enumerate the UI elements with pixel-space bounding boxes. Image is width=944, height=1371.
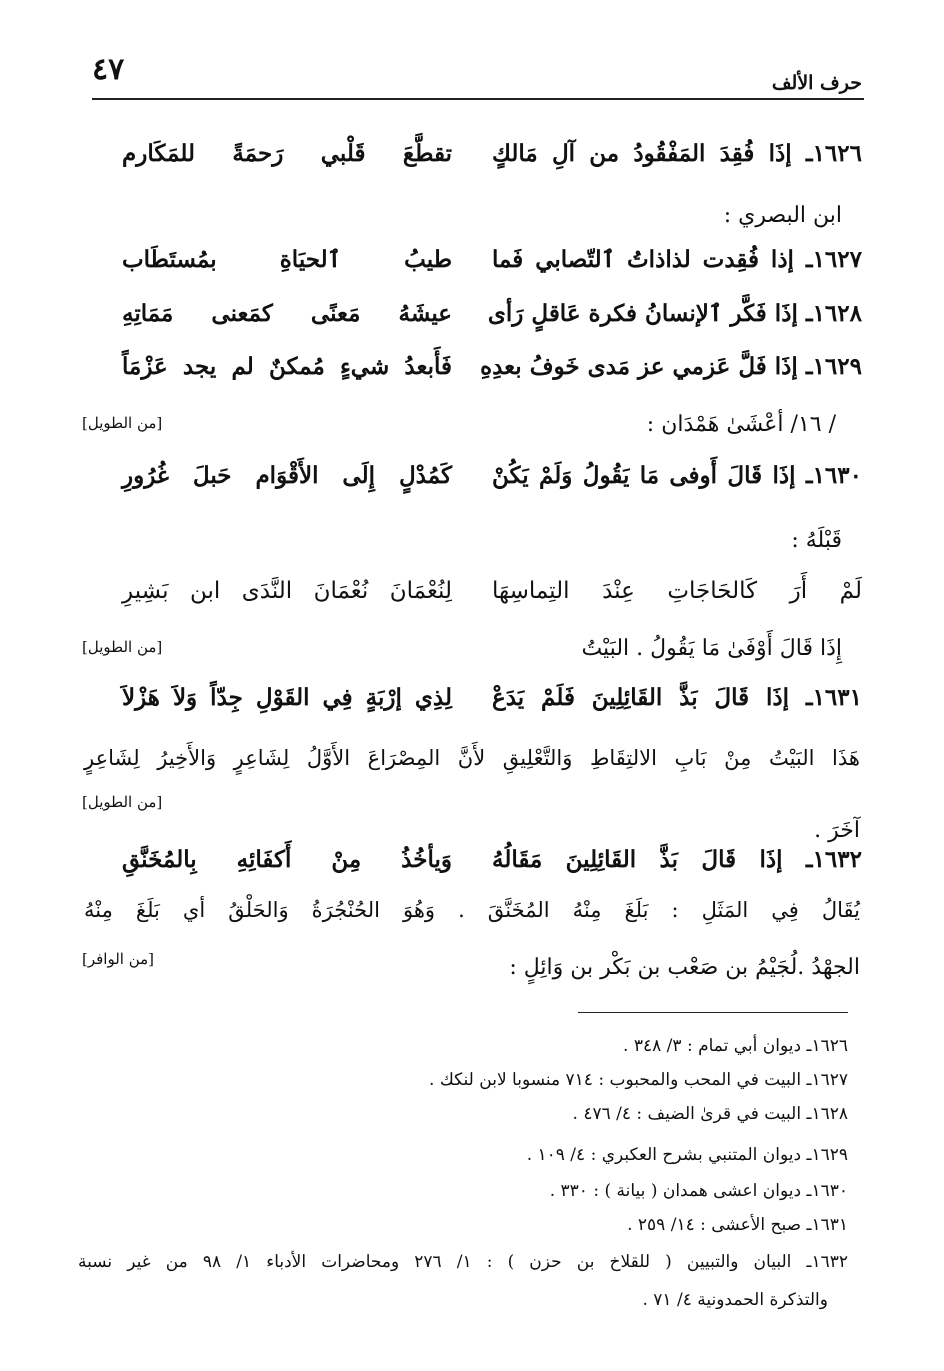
verse-1629-first-hemistich: ١٦٢٩ـ إذَا فَلَّ عَزمي عز مَدى خَوفُ بعدِهِ [480, 353, 862, 380]
footnote-1629: ١٦٢٩ـ ديوان المتنبي بشرح العكبري : ٤/ ١٠٩ . [526, 1145, 848, 1165]
verse-1631-first-hemistich: ١٦٣١ـ إذَا قَالَ بَذَّ القَائِلِينَ فَلَمْ يَدَعْ [492, 684, 862, 711]
verse-1632-first-hemistich: ١٦٣٢ـ إذَا قَالَ بَذَّ القَائِلِينَ مَقَالُهُ [492, 846, 862, 873]
footnote-1631: ١٦٣١ـ صبح الأعشى : ١٤/ ٢٥٩ . [627, 1215, 848, 1235]
verse-1632-second-hemistich: وَيأخُذُ مِنْ أَكفَائِهِ بِالمُخَنَّقِ [122, 846, 452, 873]
page-number: ٤٧ [92, 52, 125, 87]
footnote-1630: ١٦٣٠ـ ديوان اعشى همدان ( بيانة ) : ٣٣٠ . [549, 1181, 848, 1201]
verse-1628 [0, 300, 944, 360]
verse-1626 [0, 140, 944, 200]
poet-asha-hamdan: / ١٦/ أعْشَىٰ هَمْدَان : [646, 412, 836, 437]
verse-1629 [0, 353, 944, 413]
verse-preceding-continuation: إِذَا قَالَ أَوْفَىٰ مَا يَقُولُ . البَيْتُ [581, 636, 842, 661]
meter-label-next: [من الوافر] [82, 950, 155, 968]
verse-1626-second-hemistich: تقطَّعَ قَلْبي رَحمَةً للمَكَارم [122, 140, 452, 167]
verse-1632 [0, 846, 944, 906]
verse-1628-second-hemistich: عيشَهُ مَعنًى كمَعنى مَمَاتِهِ [122, 300, 452, 327]
verse-preceding-second-hemistich: لِنُعْمَانَ نُعْمَانَ النَّدَى ابن بَشِيرِ [122, 578, 452, 604]
meter-label-1630: [من الطويل] [82, 414, 163, 432]
verse-preceding-first-hemistich: لَمْ أَرَ كَالحَاجَاتِ عِنْدَ التِماسِهَا [492, 578, 862, 604]
verse-1631-second-hemistich: لِذِي إرْبَةٍ فِي القَوْلِ جِدّاً وَلاَ هَزْلاَ [122, 684, 452, 711]
verse-1628-first-hemistich: ١٦٢٨ـ إذَا فَكَّر ٱلإنسانُ فكرة عَاقلٍ رَأى [487, 300, 862, 327]
footnote-1626: ١٦٢٦ـ ديوان أبي تمام : ٣/ ٣٤٨ . [623, 1036, 848, 1056]
verse-1627-first-hemistich: ١٦٢٧ـ إذا فُقِدت لذاذاتُ ٱلتّصابي فَما [492, 246, 862, 273]
poet-ibn-basri: ابن البصري : [723, 203, 842, 228]
footnote-1632-line2: والتذكرة الحمدونية ٤/ ٧١ . [642, 1290, 828, 1310]
verse-1626-first-hemistich: ١٦٢٦ـ إذَا فُقِدَ المَفْقُودُ من آلِ مَالكٍ [492, 140, 862, 167]
meter-label-1632: [من الطويل] [82, 793, 163, 811]
note-1632-line1: يُقَالُ فِي المَثَلِ : بَلَغَ مِنْهُ المُخَنَّقَ . وَهُوَ الحُنْجُرَةُ وَالحَلْقُ أي بَلَغَ مِنْهُ [84, 898, 860, 922]
page-header [0, 0, 944, 110]
qablahu-label: قَبْلَهُ : [791, 528, 842, 553]
verse-1630-first-hemistich: ١٦٣٠ـ إذَا قَالَ أَوفى مَا يَقُولُ وَلَمْ يَكُنْ [492, 462, 862, 489]
verse-preceding [0, 578, 944, 638]
verse-1630-second-hemistich: كَمُدْلٍ إِلَى الأَقْوَام حَبلَ غُرُورِ [122, 462, 452, 489]
footnote-1627: ١٦٢٧ـ البيت في المحب والمحبوب : ٧١٤ منسوبا لابن لنكك . [429, 1070, 848, 1090]
header-rule [92, 98, 864, 100]
verse-1627-second-hemistich: طيبُ ٱلحيَاةِ بمُستَطَاب [122, 246, 452, 273]
chapter-title: حرف الألف [771, 72, 862, 94]
footnote-1632-line1: ١٦٣٢ـ البيان والتبيين ( للقلاخ بن حزن ) : ١/ ٢٧٦ ومحاضرات الأدباء ١/ ٩٨ من غير نسبة [78, 1252, 848, 1272]
meter-label-1631: [من الطويل] [82, 638, 163, 656]
verse-1630 [0, 462, 944, 522]
note-1631-line1: هَذَا البَيْتُ مِنْ بَابِ الالتِقَاطِ وَالتَّعْلِيقِ لأَنَّ المِصْرَاعَ الأَوَّلُ لِشَاعِرٍ وَالأَخِيرُ لِشَاعِرٍ [84, 746, 860, 770]
note-1631-line2: آخَرَ . [814, 818, 860, 843]
verse-1631 [0, 684, 944, 744]
footnote-1628: ١٦٢٨ـ البيت في قرىٰ الضيف : ٤/ ٤٧٦ . [572, 1104, 848, 1124]
note-1632-line2: الجهْدُ .لُجَيْمُ بن صَعْب بن بَكْر بن وَائِلٍ : [509, 955, 860, 980]
footnote-rule [578, 1012, 848, 1013]
verse-1629-second-hemistich: فَأَبعدُ شيءٍ مُمكنٌ لم يجد عَزْمَاً [122, 353, 452, 380]
verse-1627 [0, 246, 944, 306]
